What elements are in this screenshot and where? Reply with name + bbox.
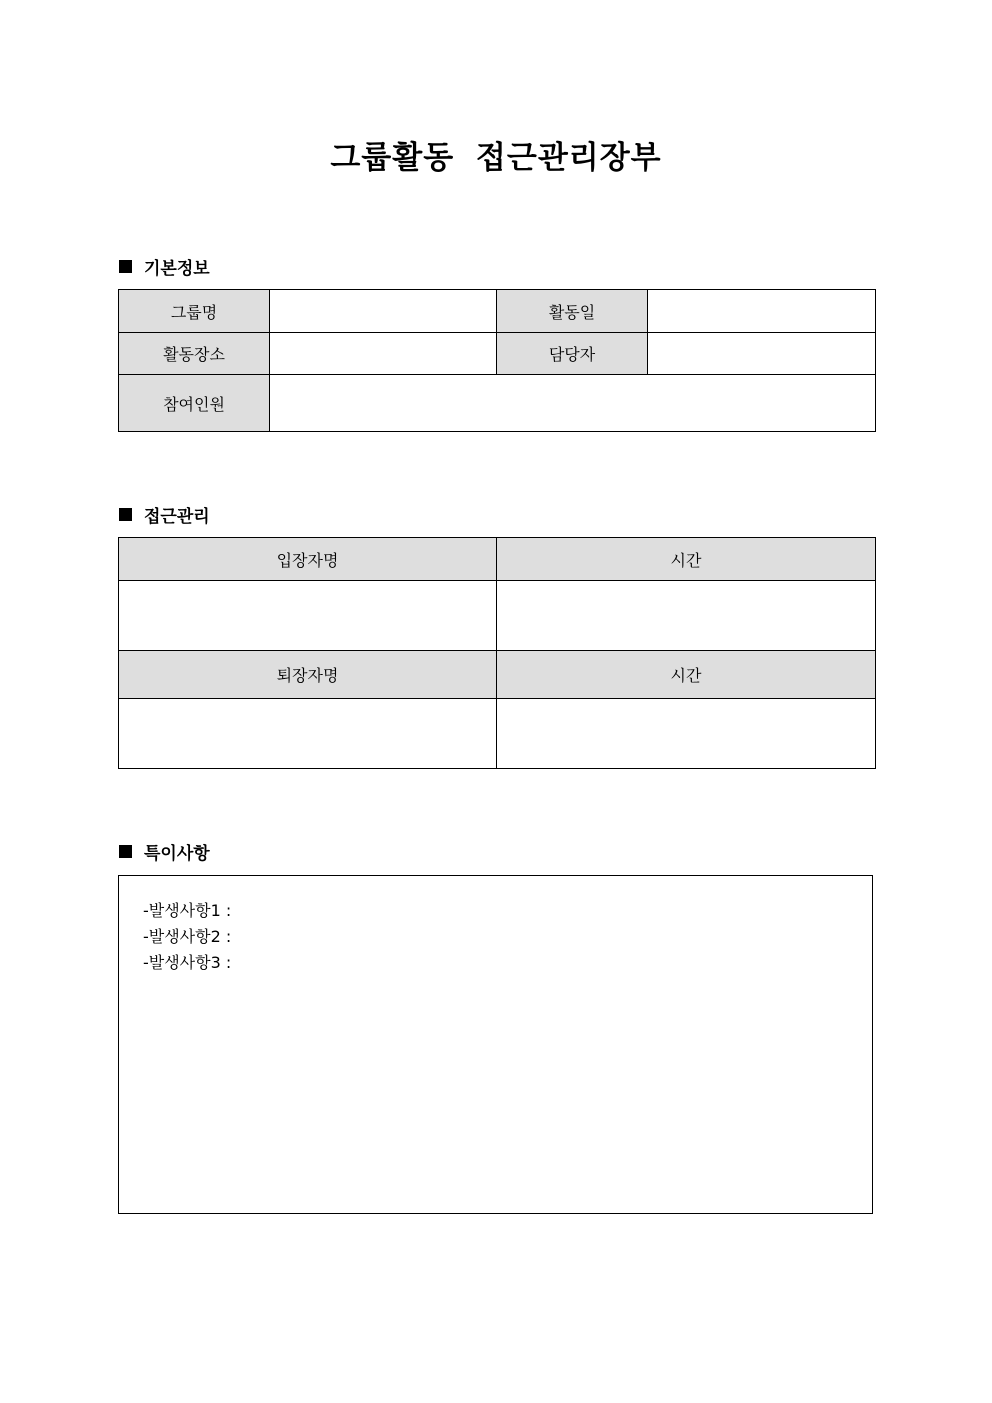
square-bullet-icon [119, 845, 132, 858]
group-name-label: 그룹명 [119, 290, 270, 333]
access-heading [119, 502, 210, 527]
basic-info-table [118, 289, 876, 432]
manager-label: 담당자 [497, 333, 648, 375]
notes-box[interactable] [118, 875, 873, 1214]
note-line-3: -발생사항3 : [143, 953, 232, 972]
exit-name-header: 퇴장자명 [119, 651, 497, 699]
square-bullet-icon [119, 260, 132, 273]
entry-time-header: 시간 [497, 538, 876, 581]
activity-date-label: 활동일 [497, 290, 648, 333]
location-label: 활동장소 [119, 333, 270, 375]
basic-info-heading [119, 254, 210, 279]
entrant-name-field[interactable] [119, 581, 497, 651]
document-title: 그룹활동 접근관리장부 [330, 140, 662, 176]
notes-heading [119, 839, 210, 864]
note-line-1: -발생사항1 : [143, 901, 232, 920]
manager-field[interactable] [648, 333, 876, 375]
exit-time-field[interactable] [497, 699, 876, 769]
note-line-2: -발생사항2 : [143, 927, 232, 946]
activity-date-field[interactable] [648, 290, 876, 333]
entry-time-field[interactable] [497, 581, 876, 651]
participants-label: 참여인원 [119, 375, 270, 432]
exit-name-field[interactable] [119, 699, 497, 769]
square-bullet-icon [119, 508, 132, 521]
notes-heading-text: 특이사항 [144, 844, 210, 864]
access-table [118, 537, 876, 769]
basic-info-heading-text: 기본정보 [144, 259, 210, 279]
participants-field[interactable] [270, 375, 876, 432]
access-heading-text: 접근관리 [144, 507, 210, 527]
exit-time-header: 시간 [497, 651, 876, 699]
entrant-name-header: 입장자명 [119, 538, 497, 581]
group-name-field[interactable] [270, 290, 497, 333]
location-field[interactable] [270, 333, 497, 375]
